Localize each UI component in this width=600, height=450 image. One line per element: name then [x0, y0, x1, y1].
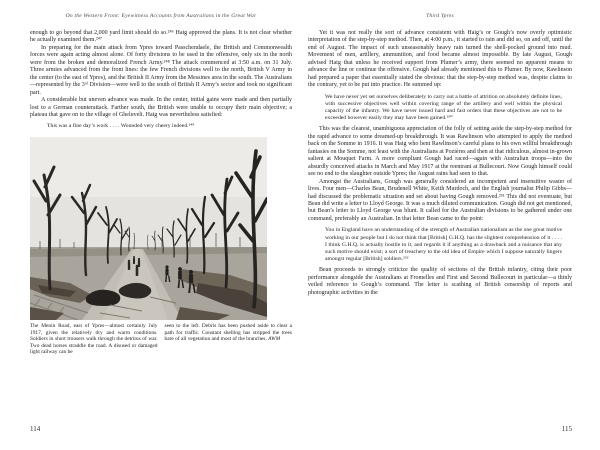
paragraph: enough to go beyond that 2,000 yard limit should do so.²⁴⁶ Haig approved the plans. It is not clear whether he actually examined them.²⁴⁷ — [30, 30, 292, 44]
photo-caption-text: seen to the left. Debris has been pushed aside to clear a path for traffic. Constant shelling has stripped the trees bare of all vegetation and most of the branches. — [164, 323, 292, 343]
paragraph: A considerable but uneven advance was made. In the center, initial gains were made and then partially lost to a German counterattack. Farther south, the British were unable to occupy their main objective; a plateau that gave on to the village of Gheluvelt. Haig was nevertheless satisfied: — [30, 97, 292, 118]
right-page-body — [308, 30, 572, 297]
block-quote: This was a fine day’s work . . . . Wounded very cheery indeed.²⁴⁹ — [47, 123, 195, 130]
paragraph: In preparing for the main attack from Ypres toward Passchendaele, the British and Commonwealth forces were again acting almost alone. Of forty divisions to be used in the offensive, only six in the north were from the broken and demoralized French Army.²⁴⁸ The attack commenced at 3:50 a.m. on 31 July. Three armies advanced from the front lines: the few French divisions well to the north, British V Army in the center (to the east of Ypres), and the British II Army from the Messines area in the south. The Australians—represented by the 3ʳᵈ Division—were well to the south of British II Army’s sector and took no significant part. — [30, 44, 292, 96]
photo-credit: AWM — [268, 336, 281, 343]
block-quote: We have never yet set ourselves deliberately to carry out a battle of attrition on absolutely definite lines, with successive objectives well within covering range of the artillery and well within the physical capacity of the infantry. We have never issued hard and fast orders that these objectives are not to be exceeded however easily they may have been gained.²⁵⁰ — [325, 93, 562, 122]
running-header-left: On the Western Front: Eyewitness Accounts from Australians in the Great War — [65, 13, 257, 19]
photo-caption-column-2 — [165, 323, 293, 356]
block-quote: You in England have an understanding of the strength of Australian nationalism as the one great motive working in our people but I do not think that [British] G.H.Q. has the slightest comprehension of it . . . . I think G.H.Q. is actually hostile to it, and regards it if anything as a drawback and a nuisance that any such motive should exist; a sort of treachery to the old idea of Empire which I suppose naturally lingers amongst regular [British] soldiers.²⁵² — [325, 227, 562, 263]
paragraph: Amongst the Australians, Gough was generally considered an incompetent and insensitive waster of lives. Four men—Charles Bean, Brudenell White, Keith Murdoch, and the English journalist Philip Gibbs—had discussed the problematic situation and set about having Gough removed.²⁵¹ This did not eventuate, but Bean did write a letter to Lloyd George. It was a much diluted communication. Gough did not get mentioned, but Bean’s letter to Lloyd George was blunt. It called for the Australian divisions to be gathered under one command, preferably an Australian. In that letter Bean came to the point: — [308, 178, 572, 222]
page-number-right: 115 — [561, 425, 572, 433]
running-header-right: Third Ypres — [426, 13, 454, 19]
photo-caption — [30, 323, 292, 356]
right-page — [300, 0, 600, 450]
photo-figure — [30, 137, 292, 356]
page-number-left: 114 — [30, 425, 41, 433]
photo-caption-column-1: The Menin Road, east of Ypres—almost certainly July 1917, given the relatively dry and warm conditions. Soldiers in short trousers walk through the detritus of war. Two dead horses straddle the road. A disused or damaged light railway can be — [30, 323, 158, 356]
paragraph: This was the clearest, unambiguous appreciation of the folly of setting aside the step-by-step method for the rapid advance to some dreamed-up breakthrough. It was Rawlinson who attempted to apply the method back on the Somme in 1916. It was Haig who bent Rawlinson’s careful plans to his own willful breakthrough fantasies on the Somme, not least with the Australians at Pozières and then at that ridiculous, almost in-grown salient at Mouquet Farm. A more compliant Gough had raced—again with Australian troops—into the absurdly conceived attacks in March and May 1917 at the reentrant at Bullecourt. Now Gough himself could see no end to the slaughter outside Ypres; the August rains had seen to that. — [308, 126, 572, 178]
left-page-body — [30, 30, 292, 131]
paragraph: Yet it was not really the sort of advance consistent with Haig’s or Gough’s now overly optimistic interpretation of the step-by-step method. Then, at 4:00 p.m., it started to rain and did so, on and off, until the end of August. The impact of such unseasonably heavy rain turned the shell-pocked ground into mud. Movement of men, artillery, ammunition, and food became almost impossible. By late August, Gough advised Haig that unless he received support from Plumer’s army, there seemed no apparent means to advance the line or continue the offensive. Gough had already mentioned this to Plumer. By now, Rawlinson had prepared a paper that essentially stated the obvious: that the step-by-step method was, despite claims to the contrary, yet to be put into practice. He summed up: — [308, 30, 572, 89]
photo-sky-upper — [30, 137, 267, 197]
paragraph: Bean proceeds to strongly criticize the quality of sections of the British infantry, citing their poor performance alongside the Australians at Fromelles and First and Second Bullecourt in particular—a thinly veiled reference to Gough’s command. The letter is scathing of British censorship of reports and photographic activities in the — [308, 267, 572, 296]
menin-road-photo — [30, 137, 267, 320]
